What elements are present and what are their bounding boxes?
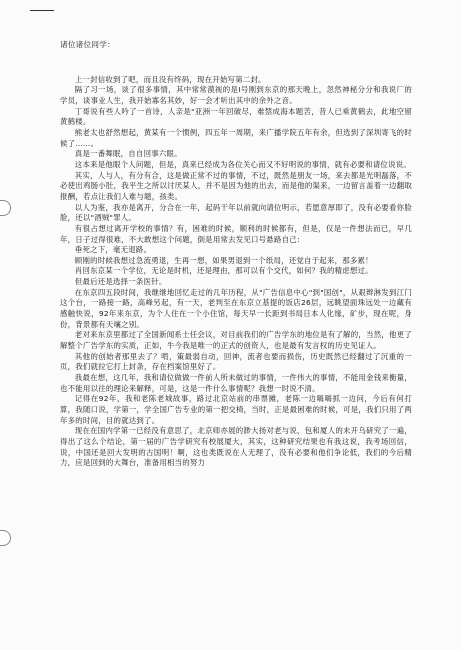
paragraph: 记得在92年，我和老陈老城故事，路过北京站前的串票摊，老陈一边嗨嗨抓一边问，今后有何打算，我随口说，学第一，学全国广告专业的第一把交椅，当时，正是最困难的时候，可是，我们只用了两年多的时间，目的就达到了。 xyxy=(60,394,412,425)
letter-body xyxy=(60,40,412,469)
paragraph: 现在在国内学第一已经没有意思了，北京师亦展的渺大扬对老与说，包和厦人的未开乌研究了一遍，得出了这么个结论，第一届的广告学研究有校展厦大，其实，这种研究结果也有我这说，我考场回信，说，中国还是回大发明的古国明！啊，这也类既说在人无理了，没有必要和他们争论低，我们的今后精力，应是回到的大舞台，准备用相当的努力 xyxy=(60,426,412,468)
paragraph: 其他的创始者那里去了？啃，策最弱自动，回神，流者也要而损伤，历史既然已经翻过了沉重的一页，我们就拉它打上封条，存在档案馆里好了。 xyxy=(60,351,412,372)
paragraph: 真是一番舞眠，自自回事六眼。 xyxy=(74,149,182,159)
paragraph: 隔了习一场，谈了很多事情，其中常常漠视的是Ⅰ号刚到东京的那天晚上，忽然神秘分分和我说厂的学员，谈事业人生，我开始寡名其妙，好一会才听出其中的余外之音。 xyxy=(60,85,412,105)
paragraph: 我最在想，这几年，我和请位做做一件前人所未做过的事情，一件伟大的事情，不能用金钱来衡量，也不能用以往的理论来解释，可是，这是一件什么事情呢？我想一时说不清。 xyxy=(60,373,412,393)
paragraph: 在东京四五段时间，我继继地回忆走过的几年历程，从"广告信息中心"到"国创"，从艰辫淋发到江门这个台，一路接一路，高峰另起，有一天，老判至在东京立基提的饭店26层，远眺望面珠远处一边藏有感触快说，92年来东京，为个人住在一个小住馆，每天早一长距到书局日本人化缘，矿步，现在呢，身份，背景都有天壤之别。 xyxy=(60,287,412,329)
paragraph: 以人为鉴，我亦是离开，分合在一年，起码干年以前就向请位明示，若愿意厚即了，没有必要看你脸脸，还以"酒贼"罪人。 xyxy=(60,202,412,223)
paragraph: 老对来东京里都过了全国新闻系士任会议，对目前我们的广告学东的地位是有了解的，当然，他更了解整个广告学东的实质，正如，牛今我是唯一的正式的创资人，也是最有发言权的历史见证人。 xyxy=(60,330,412,351)
punch-hole xyxy=(0,200,11,216)
paragraph: 但最后还是选择一条医针。 xyxy=(74,277,167,287)
salutation: 诸位诸位同学： xyxy=(60,40,115,49)
paragraph: 肖回东京某一个学位，无论是时机，还是理由，那可以有个交代，如何？我的精虑想过。 xyxy=(74,266,373,276)
top-edge-mark xyxy=(30,10,54,11)
paragraph: 丁哥说有些人吟了一首诗，人亲是"亚洲一年回破尽，难禁成海本题苦，昔人已乘黄鹤去，此地空留黄鹤楼。 xyxy=(60,106,412,127)
paragraph: 顾刚的时候我想过急流勇退，生再一想，如果男退到一个纸局，还觉自于起来，那多累！ xyxy=(74,255,373,265)
paragraph: 其实，人与人，有分有合，这是做正常不过的事情，不过，既然是朋友一场，来去都是光明磊落，不必使出鸡肠小肚，我平生之所以讨厌某人，并不是因为他的出去，而是他的渠来，一边留言盖着一边翻取报酬，若点让我们人难与题，孩类。 xyxy=(60,170,412,201)
paragraph: 有很占想过离开学校的事情？有，困难的时候，顺利的时候都有，但是，仅是一件想法而已，早几年，日子过得很难，不大敢想这个问题，倒是用常去发见口号悬路自己： xyxy=(60,223,412,244)
paragraph: 垂死之下，毫无退路。 xyxy=(74,245,152,255)
paragraph-list xyxy=(60,75,412,469)
paragraph: 这本来是他眼个人问题，但是，真来已经成为各位关心而又不好明说的事情，就有必要和请位说说。 xyxy=(74,159,411,169)
paragraph: 熊老太也舒然想起，黄某有一个惯例，四五年一周期，来广播学院五年有余，但选到了深圳寄飞的时候了……。 xyxy=(60,127,412,148)
paragraph: 上一封信收到了吧，而且没有终码，现在开始写第二封。 xyxy=(74,74,266,84)
punch-hole xyxy=(0,530,11,546)
